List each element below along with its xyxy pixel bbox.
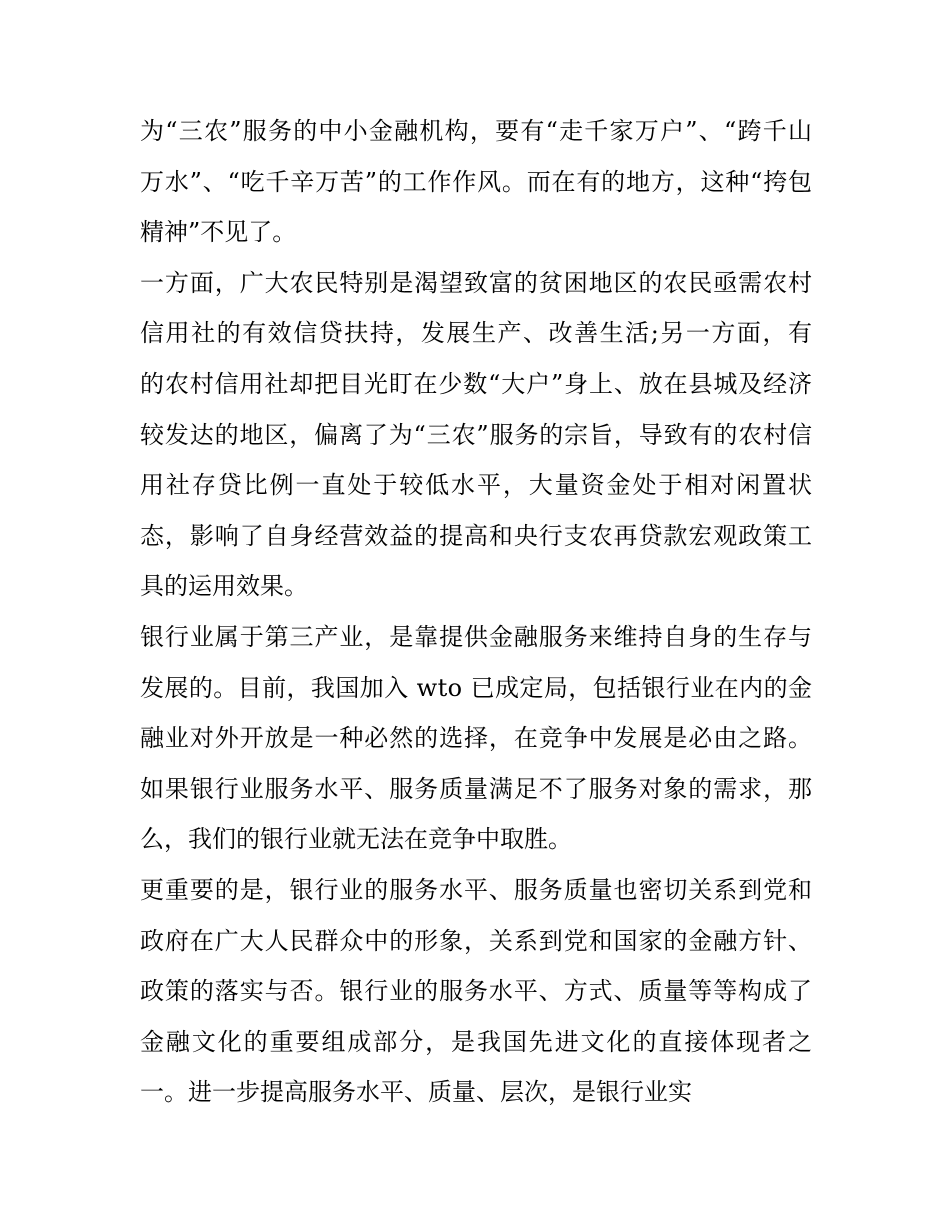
text-line: 为“三农”服务的中小金融机构，要有“走千家万户”、“跨千山	[140, 117, 814, 145]
text-line: 金融文化的重要组成部分，是我国先进文化的直接体现者之	[140, 1027, 814, 1056]
text-line: 融业对外开放是一种必然的选择，在竞争中发展是必由之路。	[140, 724, 813, 753]
text-line: 一。进一步提高服务水平、质量、层次，是银行业实	[140, 1078, 692, 1107]
text-line: 更重要的是，银行业的服务水平、服务质量也密切关系到党和	[140, 875, 813, 904]
text-line: 精神”不见了。	[140, 218, 297, 247]
text-line: 政策的落实与否。银行业的服务水平、方式、质量等等构成了	[140, 977, 813, 1006]
text-line: 如果银行业服务水平、服务质量满足不了服务对象的需求，那	[140, 774, 813, 803]
text-line: 态，影响了自身经营效益的提高和央行支农再贷款宏观政策工	[140, 521, 813, 550]
text-line: 银行业属于第三产业，是靠提供金融服务来维持自身的生存与	[140, 622, 813, 651]
document-page	[140, 106, 812, 1118]
text-line: 较发达的地区，偏离了为“三农”服务的宗旨，导致有的农村信	[140, 420, 813, 449]
text-line: 么，我们的银行业就无法在竞争中取胜。	[140, 825, 572, 854]
text-line: 一方面，广大农民特别是渴望致富的贫困地区的农民亟需农村	[140, 268, 813, 297]
text-line: 具的运用效果。	[140, 572, 308, 601]
text-line: 万水”、“吃千辛万苦”的工作作风。而在有的地方，这种“挎包	[140, 167, 813, 196]
text-line: 信用社的有效信贷扶持，发展生产、改善生活;另一方面，有	[140, 319, 814, 348]
text-line: 的农村信用社却把目光盯在少数“大户”身上、放在县城及经济	[140, 369, 813, 398]
text-line: 用社存贷比例一直处于较低水平，大量资金处于相对闲置状	[140, 471, 814, 500]
text-line: 发展的。目前，我国加入 wto 已成定局，包括银行业在内的金	[140, 673, 813, 702]
text-line: 政府在广大人民群众中的形象，关系到党和国家的金融方针、	[140, 926, 813, 955]
